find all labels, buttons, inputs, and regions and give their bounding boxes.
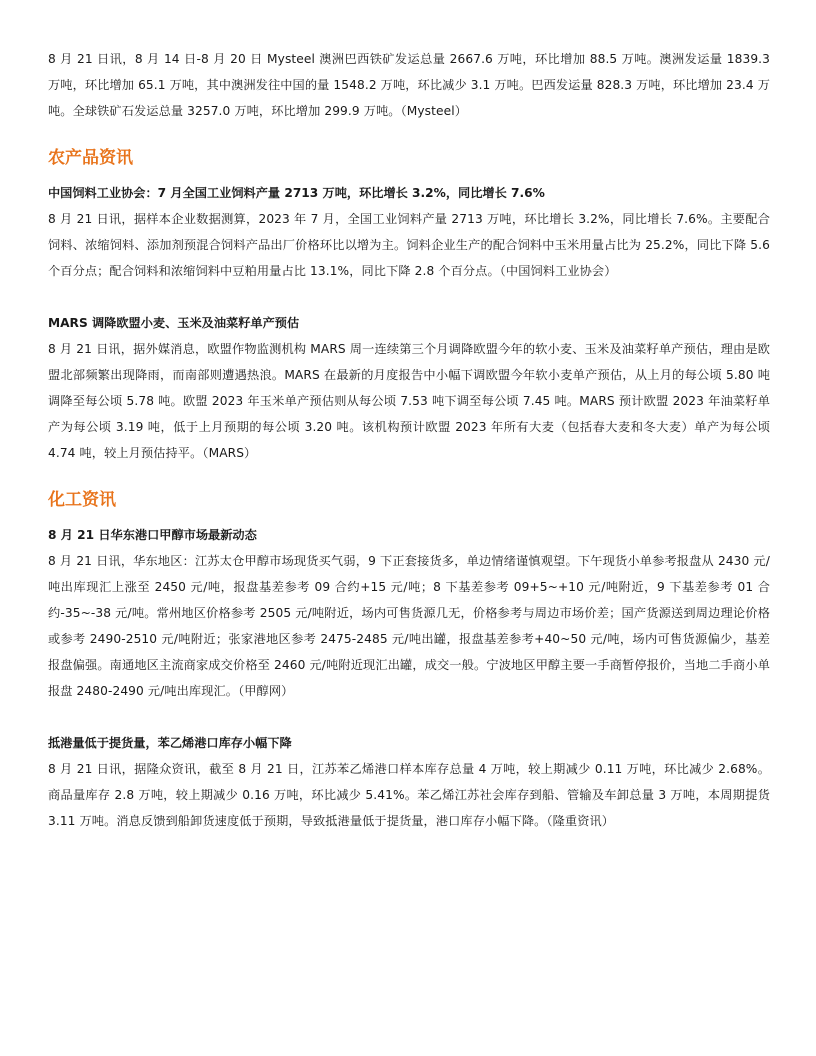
- article-body-mars: 8 月 21 日讯，据外媒消息，欧盟作物监测机构 MARS 周一连续第三个月调降欧盟今年的软小麦、玉米及油菜籽单产预估，理由是欧盟北部频繁出现降雨，而南部则遭遇热浪。MARS 在最新的月度报告中小幅下调欧盟今年软小麦单产预估，从上月的每公顷 5.80 吨调降至每公顷 5.78 吨。欧盟 2023 年玉米单产预估则从每公顷 7.53 吨下调至每公顷 7.45 吨。MARS 预计欧盟 2023 年油菜籽单产为每公顷 3.19 吨，低于上月预期的每公顷 3.20 吨。该机构预计欧盟 2023 年所有大麦（包括春大麦和冬大麦）单产为每公顷 4.74 吨，较上月预估持平。（MARS）: [48, 342, 770, 460]
- article-headline-methanol: 8 月 21 日华东港口甲醇市场最新动态: [48, 528, 257, 542]
- article-body-feed: 8 月 21 日讯，据样本企业数据测算，2023 年 7 月，全国工业饲料产量 2713 万吨，环比增长 3.2%，同比增长 7.6%。主要配合饲料、浓缩饲料、添加剂预混合饲料产品出厂价格环比以增为主。饲料企业生产的配合饲料中玉米用量占比为 25.2%，同比下降 5.6 个百分点；配合饲料和浓缩饲料中豆粕用量占比 13.1%，同比下降 2.8 个百分点。（中国饲料工业协会）: [48, 212, 770, 278]
- article-headline-styrene: 抵港量低于提货量，苯乙烯港口库存小幅下降: [48, 736, 292, 750]
- document-page: [48, 46, 770, 834]
- article-headline-feed: 中国饲料工业协会：7 月全国工业饲料产量 2713 万吨，环比增长 3.2%，同比增长 7.6%: [48, 186, 545, 200]
- section-title-chemical: 化工资讯: [48, 490, 116, 510]
- section-title-agriculture: 农产品资讯: [48, 148, 133, 168]
- article-headline-mars: MARS 调降欧盟小麦、玉米及油菜籽单产预估: [48, 316, 300, 330]
- article-body-styrene: 8 月 21 日讯，据隆众资讯，截至 8 月 21 日，江苏苯乙烯港口样本库存总量 4 万吨，较上期减少 0.11 万吨，环比减少 2.68%。商品量库存 2.8 万吨，较上期减少 0.16 万吨，环比减少 5.41%。苯乙烯江苏社会库存到船、管输及车卸总量 3 万吨，本周期提货 3.11 万吨。消息反馈到船卸货速度低于预期，导致抵港量低于提货量，港口库存小幅下降。（隆重资讯）: [48, 762, 770, 828]
- article-body-methanol: 8 月 21 日讯，华东地区：江苏太仓甲醇市场现货买气弱，9 下正套接货多，单边情绪谨慎观望。下午现货小单参考报盘从 2430 元/吨出库现汇上涨至 2450 元/吨，报盘基差参考 09 合约+15 元/吨；8 下基差参考 09+5~+10 元/吨附近，9 下基差参考 01 合约-35~-38 元/吨。常州地区价格参考 2505 元/吨附近，场内可售货源几无，价格参考与周边市场价差；国产货源送到周边理论价格或参考 2490-2510 元/吨附近；张家港地区参考 2475-2485 元/吨出罐，报盘基差参考+40~50 元/吨，场内可售货源偏少，基差报盘偏强。南通地区主流商家成交价格至 2460 元/吨附近现汇出罐，成交一般。宁波地区甲醇主要一手商暂停报价，当地二手商小单报盘 2480-2490 元/吨出库现汇。（甲醇网）: [48, 554, 770, 698]
- iron-ore-paragraph: 8 月 21 日讯，8 月 14 日-8 月 20 日 Mysteel 澳洲巴西铁矿发运总量 2667.6 万吨，环比增加 88.5 万吨。澳洲发运量 1839.3 万吨，环比增加 65.1 万吨，其中澳洲发往中国的量 1548.2 万吨，环比减少 3.1 万吨。巴西发运量 828.3 万吨，环比增加 23.4 万吨。全球铁矿石发运总量 3257.0 万吨，环比增加 299.9 万吨。（Mysteel）: [48, 52, 771, 118]
